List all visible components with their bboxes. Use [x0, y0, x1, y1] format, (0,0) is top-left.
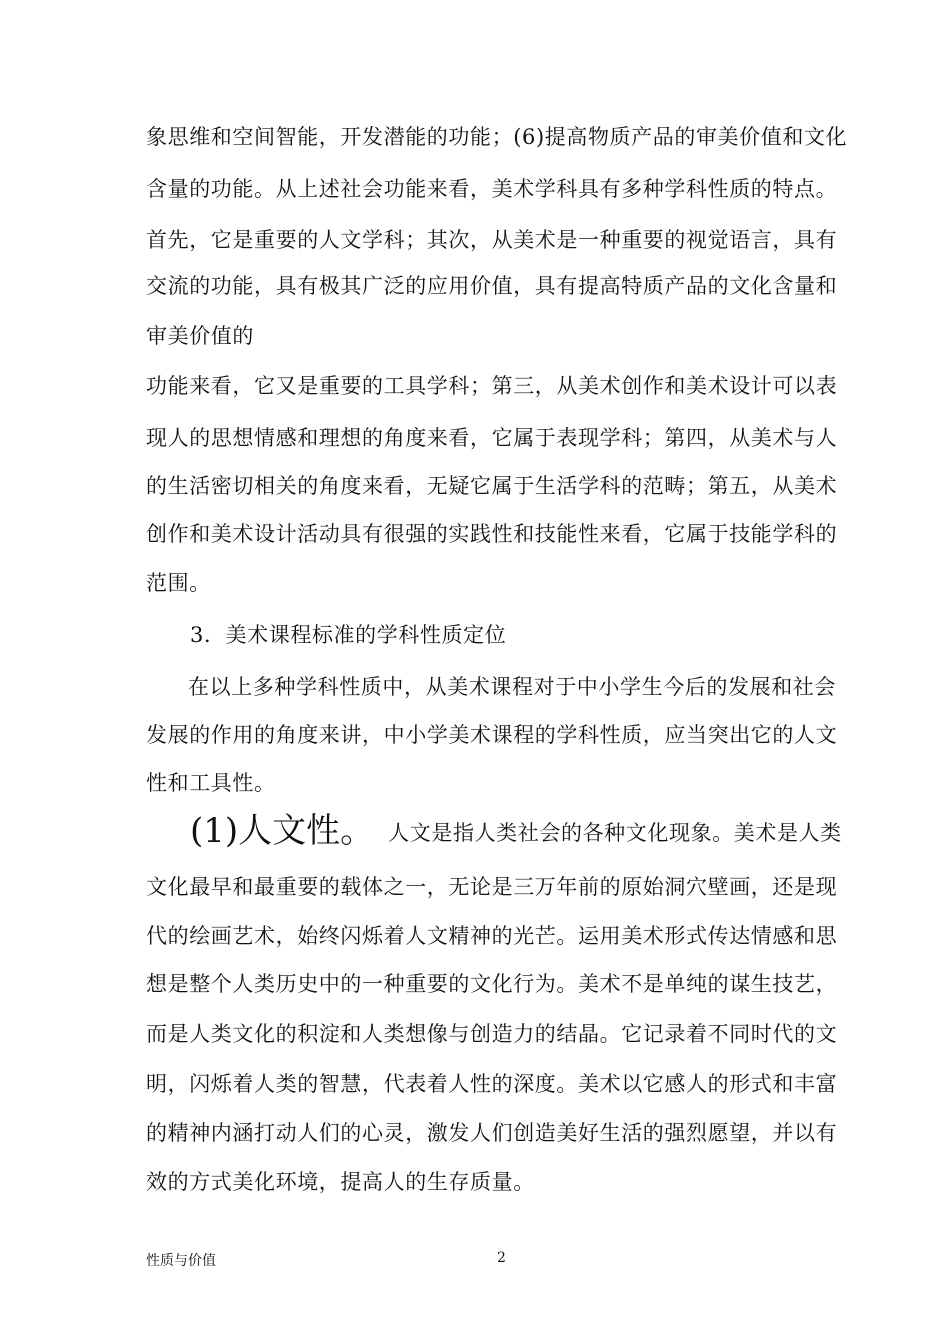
paragraph-line: 现人的思想情感和理想的角度来看，它属于表现学科；第四，从美术与人	[146, 426, 838, 450]
subsection-intro-text: 人文是指人类社会的各种文化现象。美术是人类	[388, 821, 842, 845]
paragraph-line: 效的方式美化环境，提高人的生存质量。	[146, 1170, 535, 1194]
paragraph-line: 审美价值的	[146, 324, 254, 348]
paragraph-line: 在以上多种学科性质中，从美术课程对于中小学生今后的发展和社会	[188, 675, 836, 699]
paragraph-line: 象思维和空间智能，开发潜能的功能；(6)提高物质产品的审美价值和文化	[146, 125, 848, 149]
paragraph-line: 首先，它是重要的人文学科；其次，从美术是一种重要的视觉语言，具有	[146, 228, 838, 252]
paragraph-line: 想是整个人类历史中的一种重要的文化行为。美术不是单纯的谋生技艺，	[146, 972, 838, 996]
subsection-label: (1)人文性。	[190, 811, 375, 851]
page-number: 2	[497, 1250, 506, 1266]
section-heading: 3．美术课程标准的学科性质定位	[190, 623, 507, 647]
paragraph-line: 功能来看，它又是重要的工具学科；第三，从美术创作和美术设计可以表	[146, 374, 838, 398]
subsection-first-line	[190, 811, 842, 851]
paragraph-line: 的生活密切相关的角度来看，无疑它属于生活学科的范畴；第五，从美术	[146, 474, 838, 498]
paragraph-line: 创作和美术设计活动具有很强的实践性和技能性来看，它属于技能学科的	[146, 522, 838, 546]
paragraph-line: 发展的作用的角度来讲，中小学美术课程的学科性质，应当突出它的人文	[146, 723, 838, 747]
paragraph-line: 的精神内涵打动人们的心灵，激发人们创造美好生活的强烈愿望，并以有	[146, 1121, 838, 1145]
paragraph-line: 而是人类文化的积淀和人类想像与创造力的结晶。它记录着不同时代的文	[146, 1022, 838, 1046]
paragraph-line: 性和工具性。	[146, 771, 276, 795]
paragraph-line: 代的绘画艺术，始终闪烁着人文精神的光芒。运用美术形式传达情感和思	[146, 924, 838, 948]
paragraph-line: 明，闪烁着人类的智慧，代表着人性的深度。美术以它感人的形式和丰富	[146, 1072, 838, 1096]
footer-title: 性质与价值	[146, 1253, 216, 1269]
paragraph-line: 含量的功能。从上述社会功能来看，美术学科具有多种学科性质的特点。	[146, 177, 838, 201]
paragraph-line: 交流的功能，具有极其广泛的应用价值，具有提高特质产品的文化含量和	[146, 274, 838, 298]
paragraph-line: 文化最早和最重要的载体之一，无论是三万年前的原始洞穴壁画，还是现	[146, 875, 838, 899]
paragraph-line: 范围。	[146, 571, 211, 595]
